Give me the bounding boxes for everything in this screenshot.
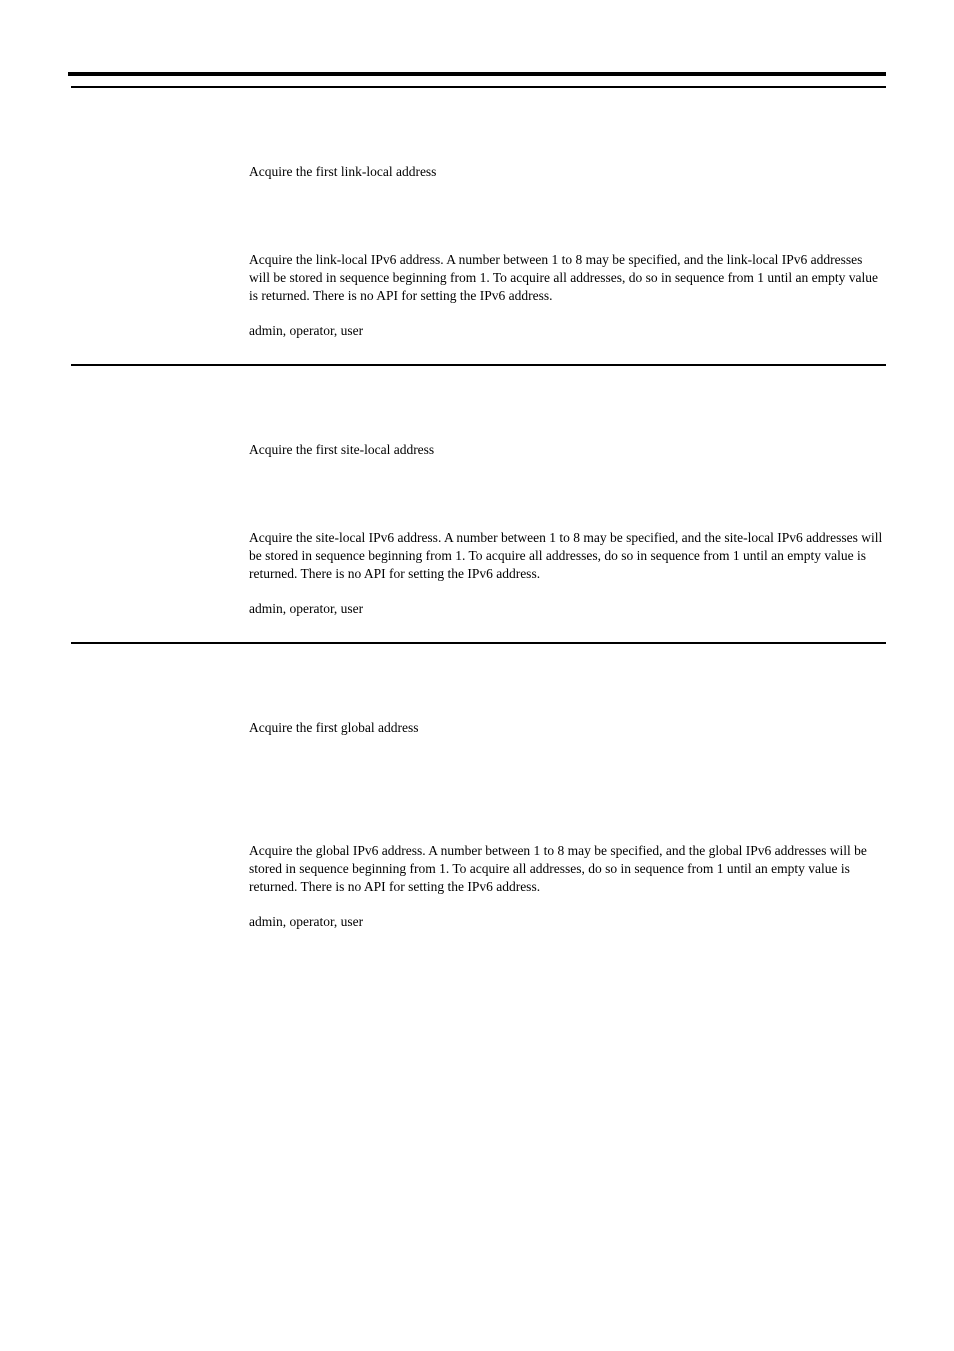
section-description: Acquire the site-local IPv6 address. A number between 1 to 8 may be specified, and the site-local IPv6 addresses will be stored in sequence beginning from 1. To acquire all addresses, do so in sequence from 1 until an empty value is returned. There is no API for setting the IPv6 address. [249, 530, 883, 581]
section-description: Acquire the global IPv6 address. A number between 1 to 8 may be specified, and the global IPv6 addresses will be stored in sequence beginning from 1. To acquire all addresses, do so in sequence from 1 until an empty value is returned. There is no API for setting the IPv6 address. [249, 843, 867, 894]
section-divider [71, 642, 886, 644]
section-access-roles: admin, operator, user [249, 323, 364, 338]
section-summary: Acquire the first site-local address [249, 442, 435, 457]
section-summary: Acquire the first global address [249, 720, 419, 735]
section-access-roles: admin, operator, user [249, 914, 364, 929]
section-access-roles: admin, operator, user [249, 601, 364, 616]
section-summary: Acquire the first link-local address [249, 164, 437, 179]
header-rule-thin [71, 86, 886, 88]
header-rule-thick [68, 72, 886, 76]
section-divider [71, 364, 886, 366]
section-description: Acquire the link-local IPv6 address. A number between 1 to 8 may be specified, and the link-local IPv6 addresses will be stored in sequence beginning from 1. To acquire all addresses, do so in sequence from 1 until an empty value is returned. There is no API for setting the IPv6 address. [249, 252, 879, 303]
